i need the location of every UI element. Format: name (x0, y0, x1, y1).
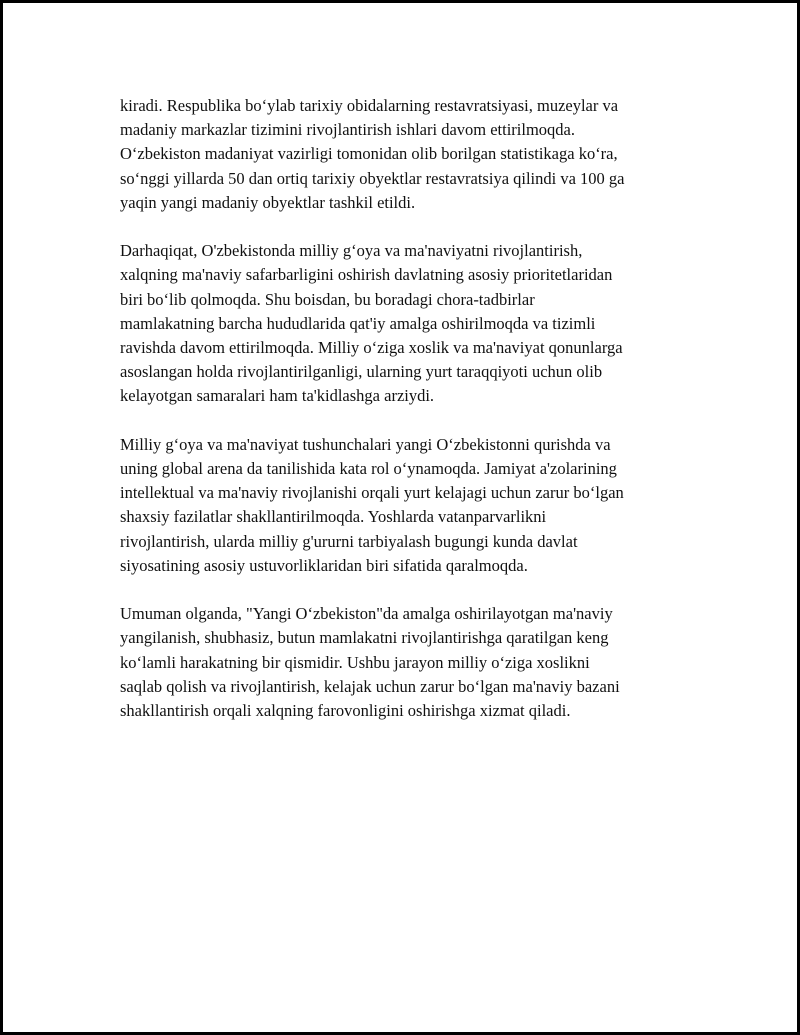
text-line: so‘nggi yillarda 50 dan ortiq tarixiy obyektlar restavratsiya qilindi va 100 ga (120, 168, 625, 188)
text-line: kelayotgan samaralari ham ta'kidlashga arziydi. (120, 386, 435, 406)
text-line: rivojlantirish, ularda milliy g'ururni tarbiyalash bugungi kunda davlat (120, 531, 578, 551)
text-line: saqlab qolish va rivojlantirish, kelajak uchun zarur bo‘lgan ma'naviy bazani (120, 676, 620, 696)
text-line: ravishda davom ettirilmoqda. Milliy o‘ziga xoslik va ma'naviyat qonunlarga (120, 338, 623, 358)
text-line: siyosatining asosiy ustuvorliklaridan biri sifatida qaralmoqda. (120, 555, 528, 575)
text-line: Milliy g‘oya va ma'naviyat tushunchalari yangi O‘zbekistonni qurishda va (120, 434, 611, 454)
text-line: O‘zbekiston madaniyat vazirligi tomonidan olib borilgan statistikaga ko‘ra, (120, 144, 618, 164)
text-line: shaxsiy fazilatlar shakllantirilmoqda. Yoshlarda vatanparvarlikni (120, 507, 547, 527)
text-line: asoslangan holda rivojlantirilganligi, ularning yurt taraqqiyoti uchun olib (120, 362, 603, 382)
text-line: yaqin yangi madaniy obyektlar tashkil etildi. (120, 192, 416, 212)
text-line: biri bo‘lib qolmoqda. Shu boisdan, bu boradagi chora-tadbirlar (120, 289, 535, 309)
text-line: uning global arena da tanilishida kata rol o‘ynamoqda. Jamiyat a'zolarining (120, 459, 617, 479)
text-line: shakllantirish orqali xalqning farovonligini oshirishga xizmat qiladi. (120, 701, 571, 721)
paragraph-2 (120, 239, 700, 408)
text-line: madaniy markazlar tizimini rivojlantirish ishlari davom ettirilmoqda. (120, 120, 576, 140)
text-line: xalqning ma'naviy safarbarligini oshirish davlatning asosiy prioritetlaridan (120, 265, 613, 285)
paragraph-3 (120, 433, 700, 578)
paragraph-4 (120, 602, 700, 723)
text-line: mamlakatning barcha hududlarida qat'iy amalga oshirilmoqda va tizimli (120, 313, 596, 333)
text-line: ko‘lamli harakatning bir qismidir. Ushbu jarayon milliy o‘ziga xoslikni (120, 652, 590, 672)
paragraph-1 (120, 94, 700, 215)
document-body (120, 94, 700, 747)
text-line: Darhaqiqat, O'zbekistonda milliy g‘oya va ma'naviyatni rivojlantirish, (120, 241, 583, 261)
text-line: Umuman olganda, "Yangi O‘zbekiston"da amalga oshirilayotgan ma'naviy (120, 604, 613, 624)
text-line: kiradi. Respublika bo‘ylab tarixiy obidalarning restavratsiyasi, muzeylar va (120, 96, 619, 115)
text-line: intellektual va ma'naviy rivojlanishi orqali yurt kelajagi uchun zarur bo‘lgan (120, 483, 624, 503)
text-line: yangilanish, shubhasiz, butun mamlakatni rivojlantirishga qaratilgan keng (120, 628, 609, 648)
